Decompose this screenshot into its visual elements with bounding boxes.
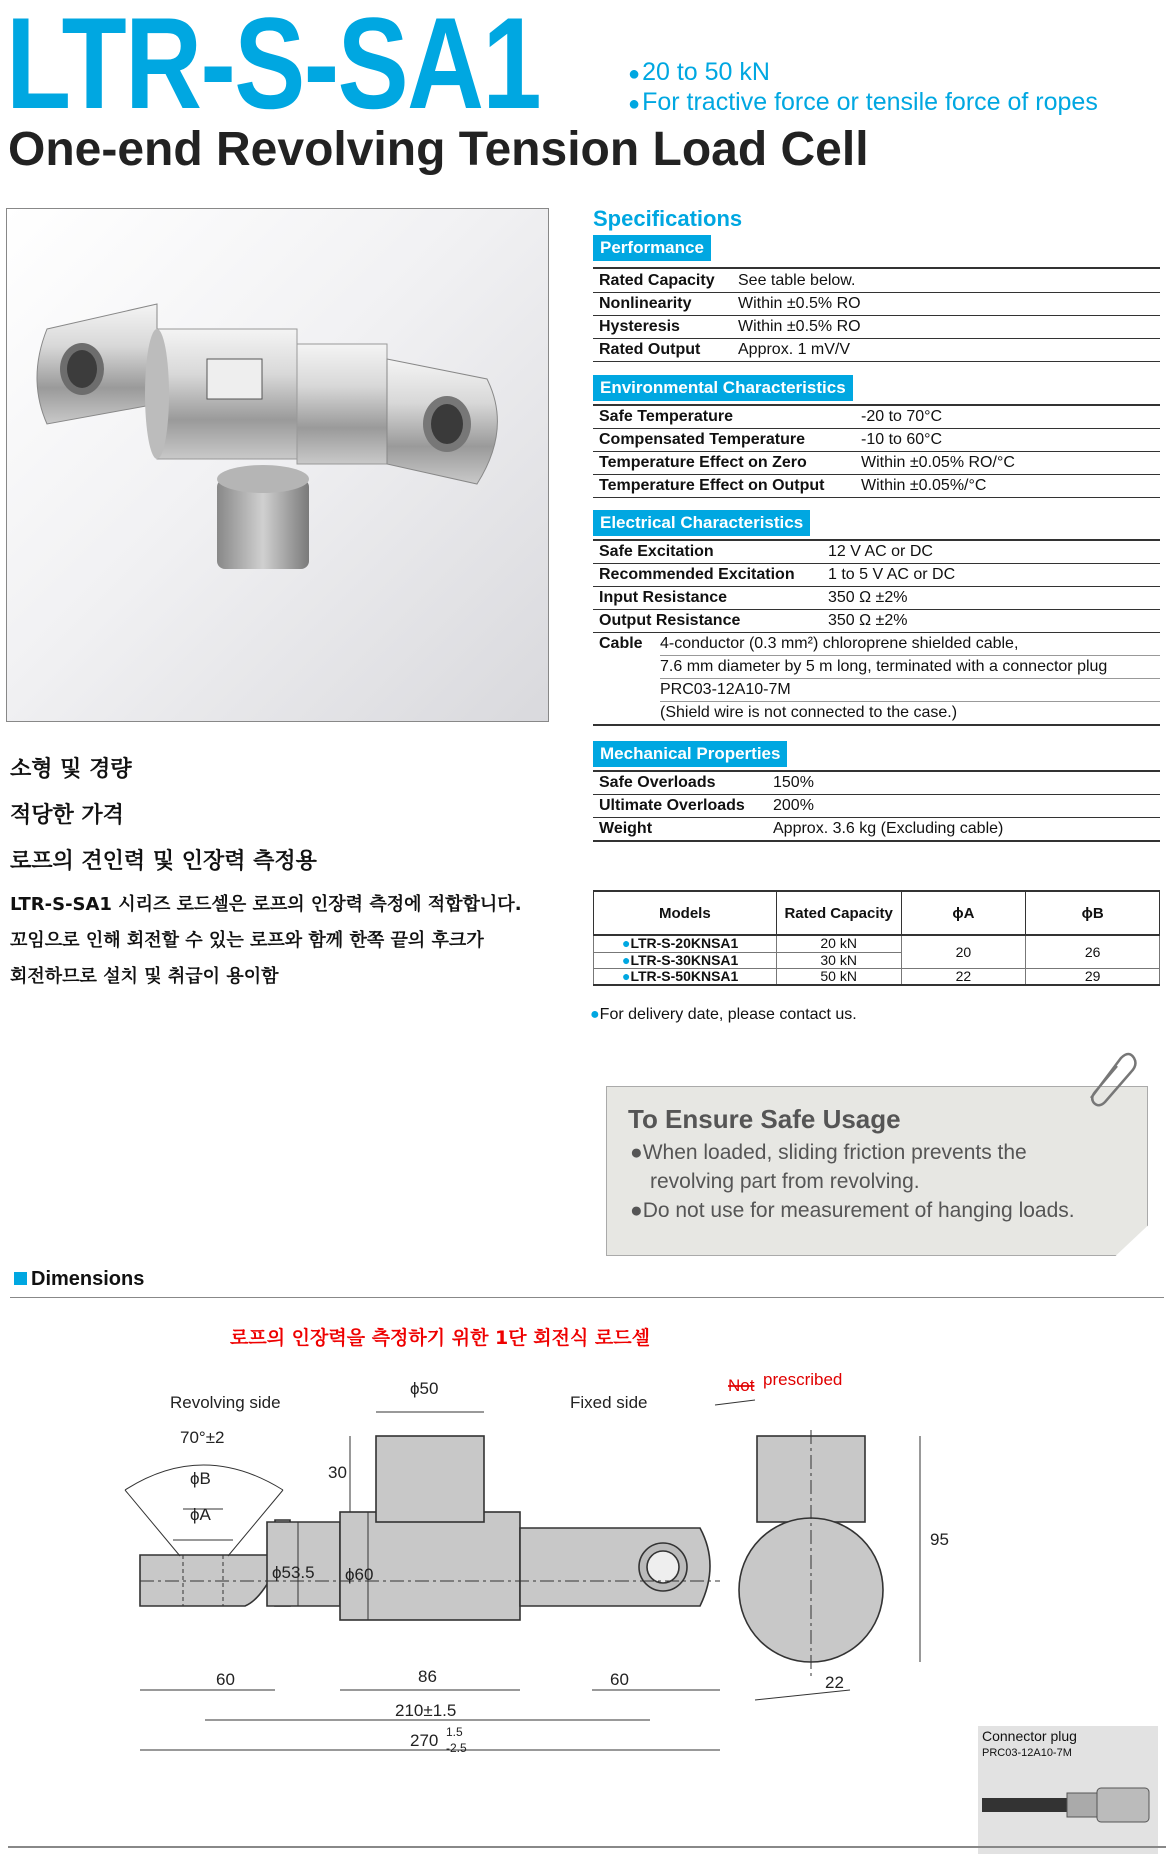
safety-line: ●When loaded, sliding friction prevents the — [630, 1141, 1027, 1164]
spec-row: Temperature Effect on Zero Within ±0.05% RO/°C — [593, 452, 1160, 475]
not-prescribed-line — [715, 1400, 755, 1405]
spec-row: Recommended Excitation 1 to 5 V AC or DC — [593, 564, 1160, 587]
label-phi50: ϕ50 — [410, 1379, 439, 1398]
model-title: LTR-S-SA1 — [6, 0, 541, 136]
spec-row: Ultimate Overloads 200% — [593, 795, 1160, 818]
spec-row: Rated Capacity See table below. — [593, 270, 1160, 293]
phiB-cell: 26 — [1026, 935, 1160, 969]
bullet-capacity: ●20 to 50 kN — [628, 58, 770, 86]
label-60a: 60 — [216, 1670, 235, 1689]
rule — [593, 267, 1160, 269]
model-cell: ●LTR-S-30KNSA1 — [594, 952, 777, 969]
rule — [10, 1297, 1164, 1298]
phiA-cell: 20 — [901, 935, 1026, 969]
label-60b: 60 — [610, 1670, 629, 1689]
paperclip-icon — [1083, 1048, 1139, 1108]
label-angle: 70°±2 — [180, 1428, 225, 1447]
capacity-cell: 50 kN — [776, 969, 901, 986]
spec-row: Weight Approx. 3.6 kg (Excluding cable) — [593, 818, 1160, 842]
label-tol-up: 1.5 — [446, 1725, 463, 1739]
cable-line: PRC03-12A10-7M — [660, 681, 791, 698]
section-mechanical: Mechanical Properties — [593, 741, 787, 767]
bullet-purpose: ●For tractive force or tensile force of ropes — [628, 88, 1098, 116]
rule — [660, 678, 1160, 679]
cable-line: 4-conductor (0.3 mm²) chloroprene shielded cable, — [660, 635, 1019, 652]
product-photo — [6, 208, 549, 722]
label-phiA: ϕA — [190, 1505, 211, 1524]
rule — [593, 724, 1160, 726]
spec-row: Safe Temperature -20 to 70°C — [593, 406, 1160, 429]
spec-row: Output Resistance 350 Ω ±2% — [593, 610, 1160, 633]
label-phi53: ϕ53.5 — [272, 1563, 315, 1582]
description-line: LTR-S-SA1 시리즈 로드셀은 로프의 인장력 측정에 적합합니다. — [10, 894, 522, 915]
header-phiB: ϕB — [1026, 891, 1160, 935]
phiA-cell: 22 — [901, 969, 1026, 986]
feature-price: 적당한 가격 — [10, 803, 124, 828]
connector-plug-icon — [982, 1784, 1152, 1828]
spec-row: Compensated Temperature -10 to 60°C — [593, 429, 1160, 452]
spec-row: Hysteresis Within ±0.5% RO — [593, 316, 1160, 339]
capacity-cell: 30 kN — [776, 952, 901, 969]
header-capacity: Rated Capacity — [776, 891, 901, 935]
cable-line: (Shield wire is not connected to the case.) — [660, 704, 958, 721]
description-line: 회전하므로 설치 및 취급이 용이함 — [10, 966, 279, 987]
delivery-note: ●For delivery date, please contact us. — [590, 1006, 857, 1023]
connector-title: Connector plug — [982, 1728, 1077, 1744]
label-prescribed: prescribed — [763, 1370, 843, 1389]
spec-row: Nonlinearity Within ±0.5% RO — [593, 293, 1160, 316]
label-revolving: Revolving side — [170, 1393, 281, 1412]
cable-line: 7.6 mm diameter by 5 m long, terminated with a connector plug — [660, 658, 1108, 675]
label-phiB: ϕB — [190, 1469, 211, 1488]
models-table — [593, 890, 1160, 986]
section-environmental: Environmental Characteristics — [593, 375, 853, 401]
spec-row: Safe Excitation 12 V AC or DC — [593, 541, 1160, 564]
section-performance: Performance — [593, 235, 711, 261]
model-cell: ●LTR-S-50KNSA1 — [594, 969, 777, 986]
safety-line: revolving part from revolving. — [650, 1170, 920, 1193]
feature-compact: 소형 및 경량 — [10, 757, 132, 782]
header-models: Models — [594, 891, 777, 935]
dimension-drawing — [0, 1360, 1174, 1760]
label-95: 95 — [930, 1530, 949, 1549]
specifications-heading: Specifications — [593, 206, 743, 231]
label-86: 86 — [418, 1667, 437, 1686]
feature-purpose: 로프의 견인력 및 인장력 측정용 — [10, 849, 317, 874]
label-tol-down: -2.5 — [446, 1741, 467, 1755]
label-30: 30 — [328, 1463, 347, 1482]
bottom-rule — [8, 1846, 1166, 1848]
cable-key: Cable — [599, 635, 643, 652]
label-not: Not — [728, 1376, 755, 1395]
capacity-cell: 20 kN — [776, 935, 901, 952]
model-cell: ●LTR-S-20KNSA1 — [594, 935, 777, 952]
product-subtitle: One-end Revolving Tension Load Cell — [8, 123, 869, 176]
connector-boss — [376, 1436, 484, 1522]
description-line: 꼬임으로 인해 회전할 수 있는 로프와 함께 한쪽 끝의 후크가 — [10, 930, 484, 951]
header-phiA: ϕA — [901, 891, 1026, 935]
section-electrical: Electrical Characteristics — [593, 510, 810, 536]
fixed-eye-hole-inner — [647, 1551, 679, 1583]
rule — [660, 655, 1160, 656]
spec-row: Input Resistance 350 Ω ±2% — [593, 587, 1160, 610]
rule — [660, 701, 1160, 702]
label-270: 270 — [410, 1731, 439, 1750]
spec-row: Rated Output Approx. 1 mV/V — [593, 339, 1160, 362]
label-210: 210±1.5 — [395, 1701, 457, 1720]
phiB-cell: 29 — [1026, 969, 1160, 986]
load-cell-illustration — [7, 209, 548, 721]
label-22: 22 — [825, 1673, 844, 1692]
spec-row: Safe Overloads 150% — [593, 772, 1160, 795]
connector-model: PRC03-12A10-7M — [982, 1747, 1072, 1759]
spec-row: Temperature Effect on Output Within ±0.05%/°C — [593, 475, 1160, 498]
label-phi60: ϕ60 — [345, 1565, 374, 1584]
dimension-caption: 로프의 인장력을 측정하기 위한 1단 회전식 로드셀 — [230, 1327, 650, 1349]
safety-title: To Ensure Safe Usage — [628, 1104, 901, 1134]
label-fixed: Fixed side — [570, 1393, 648, 1412]
dimensions-heading: Dimensions — [14, 1268, 144, 1291]
connector-plug-figure — [978, 1726, 1158, 1854]
safety-line: ●Do not use for measurement of hanging loads. — [630, 1199, 1075, 1222]
